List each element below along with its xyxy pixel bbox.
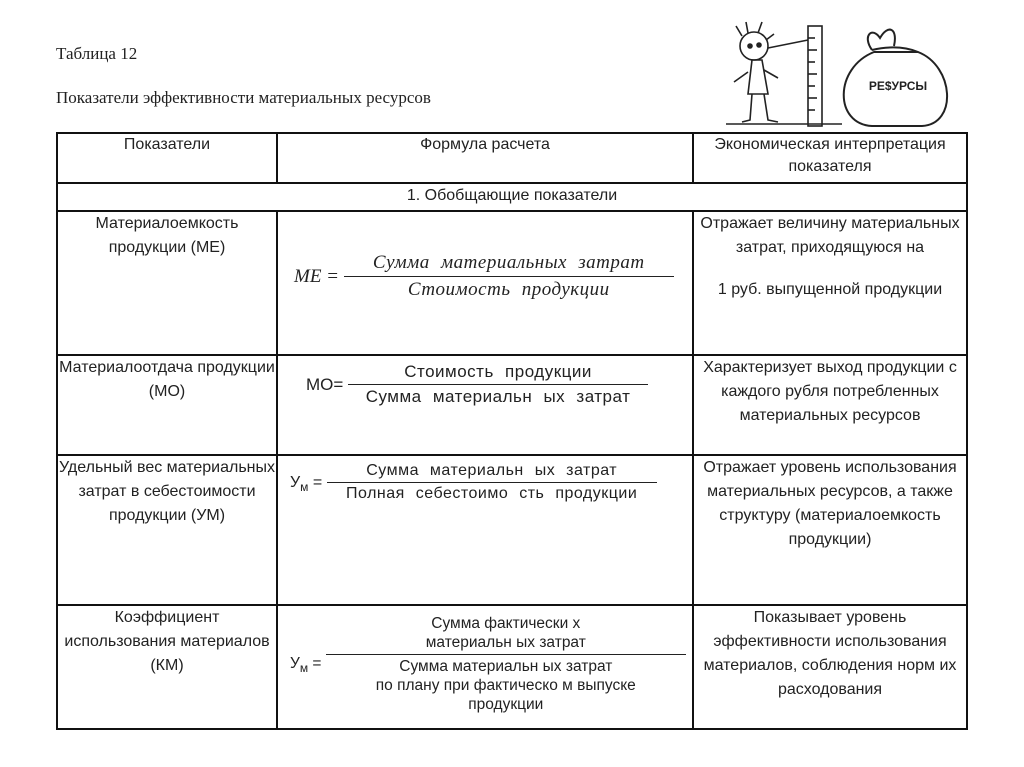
numerator-line: материальн ых затрат <box>425 634 586 651</box>
interpretation-text: Отражает величину материальных затрат, приходящуюся на <box>700 215 960 256</box>
denominator: Полная себестоимо сть продукции <box>327 482 657 503</box>
indicator-name: Удельный вес материальных затрат в себестоимости продукции (УМ) <box>57 455 277 605</box>
numerator: Стоимость продукции <box>404 362 592 381</box>
formula-symbol: У <box>290 473 301 491</box>
formula-subscript: м <box>299 661 309 675</box>
indicator-name: Коэффициент использования материалов (КМ) <box>57 605 277 729</box>
denominator <box>326 654 686 714</box>
formula-cell <box>277 211 693 355</box>
denominator: Сумма материальн ых затрат <box>348 384 648 407</box>
formula-me <box>294 252 674 301</box>
fraction <box>326 614 686 714</box>
formula-lhs: МО= <box>306 374 344 394</box>
indicator-name: Материалоемкость продукции (МЕ) <box>57 211 277 355</box>
header-formula: Формула расчета <box>277 133 693 183</box>
fraction <box>344 252 674 301</box>
bag-label: РЕ$УРСЫ <box>868 79 928 93</box>
formula-cell <box>277 605 693 729</box>
ruler-icon <box>808 26 822 126</box>
header-row <box>57 133 967 183</box>
indicators-table <box>56 132 968 730</box>
table-row <box>57 605 967 729</box>
fraction <box>327 462 657 503</box>
interpretation-cell: Отражает уровень использования материальных ресурсов, а также структуру (материалоемкость продукции) <box>693 455 967 605</box>
formula-cell <box>277 455 693 605</box>
table-number: Таблица 12 <box>56 44 138 63</box>
formula-symbol: У <box>290 655 300 672</box>
interpretation-cell: Характеризует выход продукции с каждого рубля потребленных материальных ресурсов <box>693 355 967 455</box>
indicator-name: Материалоотдача продукции (МО) <box>57 355 277 455</box>
formula-lhs <box>290 655 321 673</box>
section-row <box>57 183 967 211</box>
numerator <box>326 614 686 654</box>
header-interpretation: Экономическая интерпретация показателя <box>693 133 967 183</box>
header-indicators: Показатели <box>57 133 277 183</box>
denominator: Стоимость продукции <box>344 276 674 301</box>
table-row <box>57 455 967 605</box>
numerator: Сумма материальн ых затрат <box>366 462 618 479</box>
interpretation-cell <box>693 211 967 355</box>
formula-km <box>290 614 686 714</box>
table-row <box>57 211 967 355</box>
numerator: Сумма материальных затрат <box>372 252 645 273</box>
numerator-line: Сумма фактически х <box>431 615 581 632</box>
formula-equals: = <box>312 473 323 491</box>
section-title: 1. Обобщающие показатели <box>57 183 967 211</box>
formula-equals: = <box>312 655 322 672</box>
formula-mo <box>306 362 648 407</box>
table-row <box>57 355 967 455</box>
formula-lhs <box>290 474 322 492</box>
fraction <box>348 362 648 407</box>
interpretation-text-extra: 1 руб. выпущенной продукции <box>717 281 943 298</box>
denominator-line: Сумма материальн ых затрат <box>399 658 613 675</box>
formula-subscript: м <box>300 479 309 494</box>
formula-cell <box>277 355 693 455</box>
formula-lhs: МЕ = <box>294 265 340 287</box>
cartoon-illustration <box>722 16 962 134</box>
interpretation-cell: Показывает уровень эффективности использования материалов, соблюдения норм их расходования <box>693 605 967 729</box>
person-icon <box>726 22 842 124</box>
table-title: Показатели эффективности материальных ресурсов <box>56 88 431 107</box>
denominator-line: продукции <box>468 696 544 713</box>
denominator-line: по плану при фактическо м выпуске <box>375 677 636 694</box>
money-bag-icon <box>844 30 947 126</box>
formula-um <box>290 462 657 503</box>
